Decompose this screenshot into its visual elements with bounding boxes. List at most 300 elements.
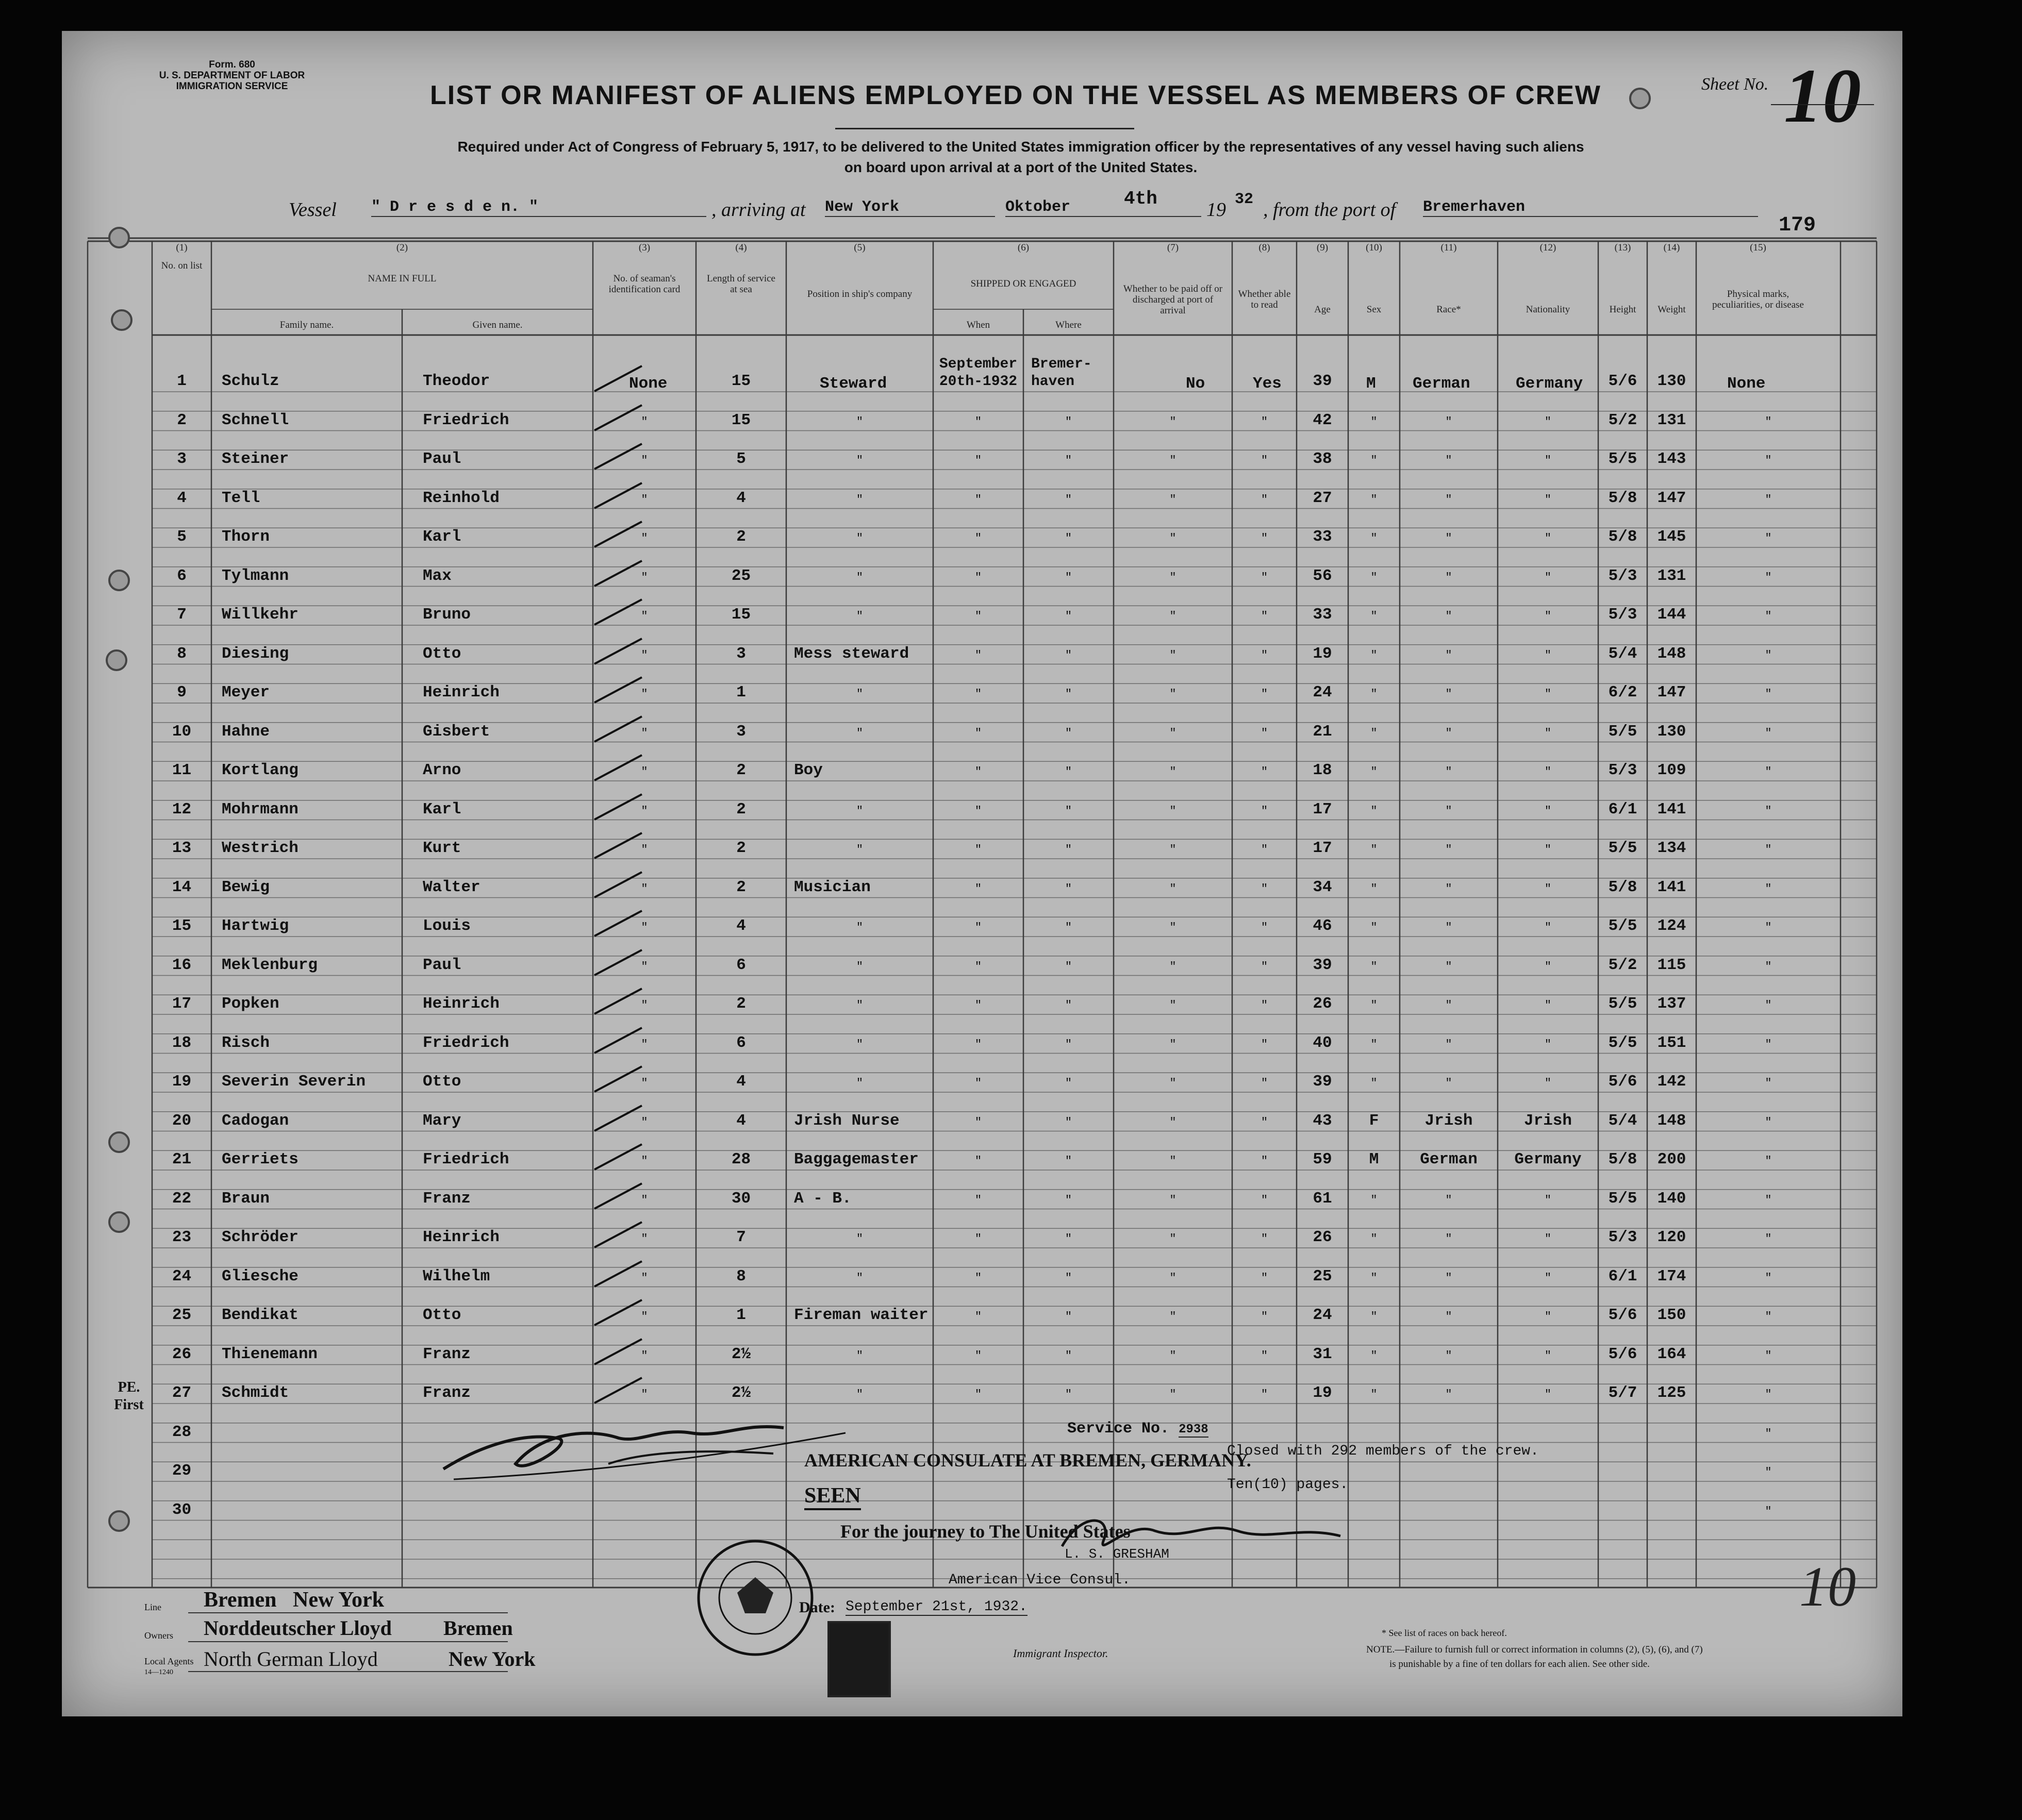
row-weight: 174: [1657, 1267, 1686, 1285]
ditto-mark: ": [641, 882, 648, 895]
row-family: Hahne: [222, 722, 270, 741]
row-age: 61: [1313, 1189, 1332, 1208]
binder-hole: [108, 227, 130, 248]
row-age: 59: [1313, 1150, 1332, 1168]
row-height: 5/2: [1608, 411, 1637, 429]
ditto-mark: ": [1169, 688, 1176, 700]
ditto-mark: ": [1261, 1115, 1268, 1129]
ditto-mark: ": [856, 1232, 864, 1245]
ditto-mark: ": [974, 1232, 982, 1245]
ditto-mark: ": [974, 921, 982, 934]
ditto-mark: ": [1544, 648, 1552, 662]
check-slash: [590, 1258, 647, 1289]
ditto-mark: ": [1261, 960, 1268, 973]
ditto-mark: ": [1445, 804, 1452, 817]
ditto-mark: ": [974, 960, 982, 973]
row-position: Boy: [794, 761, 823, 779]
ditto-mark: ": [856, 454, 864, 467]
header-nationality: Nationality: [1526, 304, 1570, 315]
ditto-mark: ": [1370, 1193, 1378, 1207]
row-no: 14: [172, 878, 192, 896]
row-age: 46: [1313, 917, 1332, 935]
row-nationality: Germany: [1514, 1150, 1582, 1168]
ditto-mark: ": [641, 1232, 648, 1245]
paid-off-value: No: [1186, 375, 1205, 393]
ditto-mark: ": [1169, 1038, 1176, 1051]
row-age: 25: [1313, 1267, 1332, 1285]
row-family: Diesing: [222, 644, 289, 663]
row-given: Otto: [423, 644, 461, 663]
ditto-mark: ": [641, 415, 648, 428]
ditto-mark: ": [1765, 843, 1772, 856]
ditto-mark: ": [1765, 1232, 1772, 1245]
fee-stamp: [827, 1621, 891, 1697]
ditto-mark: ": [1370, 571, 1378, 584]
ditto-mark: ": [1065, 960, 1072, 973]
row-height: 5/3: [1608, 566, 1637, 585]
row-family: Popken: [222, 995, 279, 1013]
colnum-5: (5): [854, 242, 866, 253]
owners-underline: [188, 1641, 508, 1642]
row-given: Kurt: [423, 839, 461, 857]
check-slash: [590, 1336, 647, 1367]
agents-label: Local Agents: [144, 1656, 194, 1666]
ditto-mark: ": [974, 493, 982, 506]
ditto-mark: ": [1261, 1310, 1268, 1323]
ditto-mark: ": [1261, 1077, 1268, 1090]
row-length: 5: [736, 450, 746, 468]
row-no: 9: [177, 683, 187, 702]
ditto-mark: ": [1544, 726, 1552, 740]
ditto-mark: ": [1370, 1077, 1378, 1090]
race-note: * See list of races on back hereof.: [1382, 1628, 1507, 1638]
form-number: Form. 680: [209, 59, 255, 70]
ditto-mark: ": [1544, 454, 1552, 467]
row-age: 42: [1313, 411, 1332, 429]
row-length: 2: [736, 761, 746, 779]
row-length: 6: [736, 1033, 746, 1052]
row-weight: 134: [1657, 839, 1686, 857]
row-position: Baggagemaster: [794, 1150, 919, 1168]
colnum-4: (4): [735, 242, 747, 253]
row-weight: 141: [1657, 878, 1686, 896]
row-no: 6: [177, 566, 187, 585]
ditto-mark: ": [1169, 1310, 1176, 1323]
ditto-mark: ": [856, 726, 864, 740]
ditto-mark: ": [641, 1077, 648, 1090]
ditto-mark: ": [1261, 610, 1268, 623]
row-weight: 130: [1657, 372, 1686, 390]
ditto-mark: ": [641, 648, 648, 662]
ditto-mark: ": [1169, 1349, 1176, 1362]
row-weight: 124: [1657, 917, 1686, 935]
ditto-mark: ": [1445, 532, 1452, 545]
colnum-14: (14): [1663, 242, 1680, 253]
row-no: 27: [172, 1384, 192, 1402]
row-length: 15: [731, 606, 751, 624]
row-given: Heinrich: [423, 683, 500, 702]
row-given: Walter: [423, 878, 480, 896]
row-weight: 142: [1657, 1073, 1686, 1091]
ditto-mark: ": [641, 1115, 648, 1129]
ditto-mark: ": [1065, 1271, 1072, 1284]
row-family: Kortlang: [222, 761, 299, 779]
ditto-mark: ": [1169, 493, 1176, 506]
header-able-read: Whether able to read: [1238, 289, 1291, 310]
service-label: [1067, 1420, 1208, 1438]
check-slash: [590, 1141, 647, 1172]
row-weight: 148: [1657, 1111, 1686, 1130]
colnum-9: (9): [1316, 242, 1329, 253]
check-slash: [590, 986, 647, 1016]
ditto-mark: ": [1065, 921, 1072, 934]
shipped-where: Bremer- haven: [1031, 356, 1092, 390]
ditto-mark: ": [974, 1155, 982, 1167]
row-age: 31: [1313, 1345, 1332, 1363]
row-age: 26: [1313, 995, 1332, 1013]
row-given: Friedrich: [423, 411, 509, 429]
row-height: 5/8: [1608, 489, 1637, 507]
colnum-2: (2): [396, 242, 408, 253]
ditto-mark: ": [1065, 1388, 1072, 1401]
check-slash: [590, 791, 647, 822]
check-slash: [590, 402, 647, 433]
ditto-mark: ": [1445, 1310, 1452, 1323]
ditto-mark: ": [1370, 648, 1378, 662]
row-age: 18: [1313, 761, 1332, 779]
year-prefix: 19: [1206, 199, 1226, 221]
check-slash: [590, 1103, 647, 1133]
ditto-mark: ": [641, 532, 648, 545]
ditto-mark: ": [1765, 1271, 1772, 1284]
ditto-mark: ": [641, 960, 648, 973]
ditto-mark: ": [1065, 1310, 1072, 1323]
row-given: Karl: [423, 528, 461, 546]
ditto-mark: ": [1261, 726, 1268, 740]
row-age: 19: [1313, 644, 1332, 663]
from-port: Bremerhaven: [1423, 198, 1758, 217]
row-given: Karl: [423, 800, 461, 819]
row-age: 26: [1313, 1228, 1332, 1246]
ditto-mark: ": [641, 688, 648, 700]
ditto-mark: ": [1169, 726, 1176, 740]
ditto-mark: ": [1169, 765, 1176, 778]
ditto-mark: ": [1765, 532, 1772, 545]
ditto-mark: ": [856, 571, 864, 584]
header-race: Race*: [1436, 304, 1461, 315]
ditto-mark: ": [1445, 1232, 1452, 1245]
ditto-mark: ": [1169, 571, 1176, 584]
row-length: 15: [731, 372, 751, 390]
date-value: September 21st, 1932.: [846, 1599, 1027, 1615]
ditto-mark: ": [1445, 1038, 1452, 1051]
arrival-day: 4th: [1124, 188, 1157, 209]
row-position: Fireman waiter: [794, 1306, 929, 1324]
ditto-mark: ": [974, 688, 982, 700]
row-height: 5/3: [1608, 1228, 1637, 1246]
ditto-mark: ": [1544, 493, 1552, 506]
header-when: When: [966, 320, 990, 330]
check-slash: [590, 1375, 647, 1406]
binder-hole: [108, 1131, 130, 1153]
ditto-mark: ": [641, 1310, 648, 1323]
row-height: 5/6: [1608, 1073, 1637, 1091]
row-length: 2½: [731, 1345, 751, 1363]
check-slash: [590, 636, 647, 666]
row-no: 16: [172, 956, 192, 974]
row-weight: 148: [1657, 644, 1686, 663]
row-position: Musician: [794, 878, 871, 896]
ditto-mark: ": [1065, 999, 1072, 1012]
agents-city: New York: [449, 1647, 536, 1671]
ditto-mark: ": [1445, 999, 1452, 1012]
ditto-mark: ": [1544, 1077, 1552, 1090]
row-given: Theodor: [423, 372, 490, 390]
check-slash: [590, 674, 647, 705]
ditto-mark: ": [1065, 1193, 1072, 1207]
check-slash: [590, 1025, 647, 1056]
row-age: 33: [1313, 528, 1332, 546]
row-family: Bewig: [222, 878, 270, 896]
ditto-mark: ": [974, 765, 982, 778]
row-family: Tylmann: [222, 566, 289, 585]
row-length: 4: [736, 1111, 746, 1130]
row-weight: 109: [1657, 761, 1686, 779]
ditto-mark: ": [974, 610, 982, 623]
row-family: Severin Severin: [222, 1073, 366, 1091]
row-position: Mess steward: [794, 644, 909, 663]
row-given: Reinhold: [423, 489, 500, 507]
row-race: German: [1420, 1150, 1478, 1168]
manifest-sheet: [62, 31, 1902, 1716]
ditto-mark: ": [641, 610, 648, 623]
row-height: 5/7: [1608, 1384, 1637, 1402]
row-weight: 141: [1657, 800, 1686, 819]
position-steward: Steward: [820, 375, 887, 393]
ditto-mark: ": [1765, 1466, 1772, 1479]
ditto-mark: ": [1765, 765, 1772, 778]
row-height: 5/5: [1608, 839, 1637, 857]
ditto-mark: ": [856, 999, 864, 1012]
row-no: 28: [172, 1423, 192, 1441]
row-age: 38: [1313, 450, 1332, 468]
row-given: Wilhelm: [423, 1267, 490, 1285]
row-height: 5/6: [1608, 372, 1637, 390]
owners-label: Owners: [144, 1630, 173, 1641]
ditto-mark: ": [1370, 1271, 1378, 1284]
ditto-mark: ": [856, 921, 864, 934]
ditto-mark: ": [1261, 415, 1268, 428]
row-height: 5/5: [1608, 995, 1637, 1013]
subtitle-line-2: on board upon arrival at a port of the United States.: [844, 159, 1198, 175]
subtitle-line-1: Required under Act of Congress of February 5, 1917, to be delivered to the United States immigration officer by the representatives of any vessel having such aliens: [457, 139, 1584, 155]
header-height: Height: [1609, 304, 1636, 315]
binder-hole: [108, 570, 130, 591]
row-length: 6: [736, 956, 746, 974]
check-slash: [590, 1219, 647, 1250]
ditto-mark: ": [641, 1155, 648, 1167]
ditto-mark: ": [1169, 843, 1176, 856]
ditto-mark: ": [974, 1115, 982, 1129]
ditto-mark: ": [1544, 921, 1552, 934]
ditto-mark: ": [1261, 843, 1268, 856]
ditto-mark: ": [1169, 882, 1176, 895]
ditto-mark: ": [1261, 999, 1268, 1012]
ditto-mark: ": [1169, 1232, 1176, 1245]
check-slash: [590, 1180, 647, 1211]
ditto-mark: ": [1370, 843, 1378, 856]
ditto-mark: ": [1765, 804, 1772, 817]
colnum-13: (13): [1614, 242, 1631, 253]
ditto-mark: ": [1261, 1388, 1268, 1401]
line-underline: [188, 1612, 508, 1613]
row-height: 5/5: [1608, 1033, 1637, 1052]
ditto-mark: ": [1765, 1349, 1772, 1362]
row-given: Gisbert: [423, 722, 490, 741]
agents-underline: [188, 1671, 508, 1672]
race-value: German: [1413, 375, 1470, 393]
owners-city: Bremen: [443, 1616, 513, 1640]
line-label: Line: [144, 1602, 161, 1612]
colnum-3: (3): [638, 242, 651, 253]
row-length: 2: [736, 528, 746, 546]
ditto-mark: ": [1765, 1388, 1772, 1401]
ditto-mark: ": [1261, 1271, 1268, 1284]
row-no: 22: [172, 1189, 192, 1208]
ditto-mark: ": [1261, 571, 1268, 584]
ditto-mark: ": [1065, 765, 1072, 778]
ditto-mark: ": [641, 1038, 648, 1051]
check-slash: [590, 713, 647, 744]
row-length: 4: [736, 489, 746, 507]
row-family: Steiner: [222, 450, 289, 468]
ditto-mark: ": [641, 571, 648, 584]
ditto-mark: ": [1065, 688, 1072, 700]
row-weight: 130: [1657, 722, 1686, 741]
ditto-mark: ": [1169, 921, 1176, 934]
ditto-mark: ": [1765, 1077, 1772, 1090]
ditto-mark: ": [1765, 415, 1772, 428]
arriving-label: , arriving at: [711, 199, 806, 221]
colnum-11: (11): [1440, 242, 1457, 253]
row-no: 4: [177, 489, 187, 507]
ditto-mark: ": [1370, 960, 1378, 973]
ditto-mark: ": [641, 999, 648, 1012]
ditto-mark: ": [1765, 1155, 1772, 1167]
row-weight: 115: [1657, 956, 1686, 974]
row-weight: 125: [1657, 1384, 1686, 1402]
row-no: 5: [177, 528, 187, 546]
row-no: 26: [172, 1345, 192, 1363]
ditto-mark: ": [974, 804, 982, 817]
row-no: 18: [172, 1033, 192, 1052]
ditto-mark: ": [1544, 804, 1552, 817]
consul-name: L. S. GRESHAM: [1065, 1546, 1169, 1562]
ditto-mark: ": [1544, 1232, 1552, 1245]
ditto-mark: ": [1370, 804, 1378, 817]
ditto-mark: ": [1065, 882, 1072, 895]
ditto-mark: ": [974, 454, 982, 467]
ditto-mark: ": [1370, 726, 1378, 740]
ditto-mark: ": [1065, 610, 1072, 623]
row-height: 5/6: [1608, 1345, 1637, 1363]
header-seaman-id: No. of seaman's identification card: [608, 273, 681, 295]
check-slash: [590, 908, 647, 939]
ditto-mark: ": [1765, 921, 1772, 934]
row-position: Jrish Nurse: [794, 1111, 900, 1130]
ditto-mark: ": [1169, 454, 1176, 467]
row-given: Max: [423, 566, 452, 585]
ditto-mark: ": [1765, 648, 1772, 662]
row-family: Westrich: [222, 839, 299, 857]
margin-note: PE. First: [114, 1379, 144, 1413]
ditto-mark: ": [1370, 610, 1378, 623]
ditto-mark: ": [1765, 960, 1772, 973]
check-slash: [590, 480, 647, 511]
ditto-mark: ": [1544, 688, 1552, 700]
row-no: 20: [172, 1111, 192, 1130]
binder-hole: [106, 649, 127, 671]
fine-note-1: NOTE.—Failure to furnish full or correct information in columns (2), (5), (6), and (7): [1366, 1644, 1703, 1655]
row-given: Otto: [423, 1306, 461, 1324]
row-age: 40: [1313, 1033, 1332, 1052]
ditto-mark: ": [856, 1349, 864, 1362]
ditto-mark: ": [1445, 610, 1452, 623]
row-weight: 147: [1657, 489, 1686, 507]
from-label: , from the port of: [1263, 199, 1396, 221]
ditto-mark: ": [1765, 1115, 1772, 1129]
ditto-mark: ": [856, 1388, 864, 1401]
ditto-mark: ": [1065, 1038, 1072, 1051]
ditto-mark: ": [1169, 804, 1176, 817]
ditto-mark: ": [1544, 571, 1552, 584]
ditto-mark: ": [1765, 1193, 1772, 1207]
service-label-text: Service No.: [1067, 1420, 1170, 1438]
ditto-mark: ": [1544, 960, 1552, 973]
row-age: 17: [1313, 800, 1332, 819]
row-given: Friedrich: [423, 1150, 509, 1168]
ditto-mark: ": [1065, 804, 1072, 817]
row-weight: 150: [1657, 1306, 1686, 1324]
header-where: Where: [1055, 320, 1082, 330]
ditto-mark: ": [1445, 1388, 1452, 1401]
row-height: 5/5: [1608, 450, 1637, 468]
owners-value: Norddeutscher Lloyd: [204, 1616, 392, 1640]
colnum-7: (7): [1167, 242, 1179, 253]
row-family: Gerriets: [222, 1150, 299, 1168]
ditto-mark: ": [1445, 1077, 1452, 1090]
row-family: Meklenburg: [222, 956, 318, 974]
row-age: 24: [1313, 1306, 1332, 1324]
row-given: Franz: [423, 1189, 471, 1208]
ditto-mark: ": [1445, 960, 1452, 973]
binder-hole: [111, 309, 132, 331]
ditto-mark: ": [1261, 1232, 1268, 1245]
colnum-8: (8): [1258, 242, 1270, 253]
ditto-mark: ": [1544, 1349, 1552, 1362]
row-height: 5/3: [1608, 761, 1637, 779]
stamp-number: 179: [1779, 214, 1816, 237]
ditto-mark: ": [1065, 493, 1072, 506]
row-height: 6/1: [1608, 800, 1637, 819]
header-shipped-engaged: SHIPPED OR ENGAGED: [970, 278, 1076, 289]
row-family: Mohrmann: [222, 800, 299, 819]
immigrant-inspector-label: Immigrant Inspector.: [1013, 1647, 1108, 1660]
row-weight: 151: [1657, 1033, 1686, 1052]
row-length: 4: [736, 917, 746, 935]
row-age: 19: [1313, 1384, 1332, 1402]
row-age: 39: [1313, 956, 1332, 974]
